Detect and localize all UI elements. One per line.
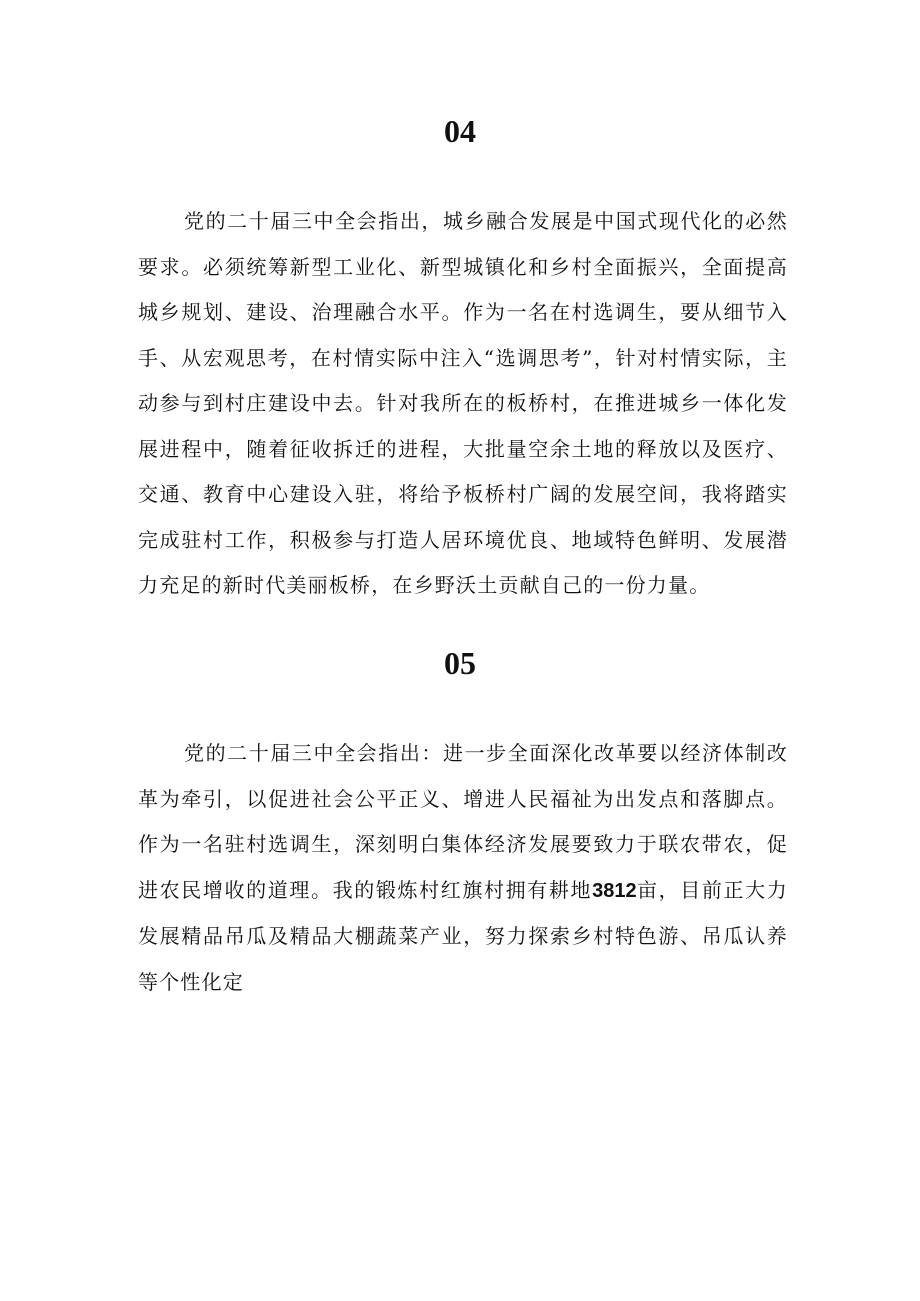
section-paragraph: 党的二十届三中全会指出，城乡融合发展是中国式现代化的必然要求。必须统筹新型工业化、新型城镇化和乡村全面振兴，全面提高城乡规划、建设、治理融合水平。作为一名在村选调生，要从细节入手、从宏观思考，在村情实际中注入“选调思考”，针对村情实际，主动参与到村庄建设中去。针对我所在的板桥村，在推进城乡一体化发展进程中，随着征收拆迁的进程，大批量空余土地的释放以及医疗、交通、教育中心建设入驻，将给予板桥村广阔的发展空间，我将踏实完成驻村工作，积极参与打造人居环境优良、地域特色鲜明、发展潜力充足的新时代美丽板桥，在乡野沃土贡献自己的一份力量。 (138, 209, 788, 597)
section-paragraph (138, 731, 788, 1005)
paragraph-text: 亩，目前正大力发展精品吊瓜及精品大棚蔬菜产业，努力探索乡村特色游、吊瓜认养等个性化定 (138, 877, 788, 994)
paragraph-text: 党的二十届三中全会指出：进一步全面深化改革要以经济体制改革为牵引，以促进社会公平正义、增进人民福祉为出发点和落脚点。作为一名驻村选调生，深刻明白集体经济发展要致力于联农带农，促进农民增收的道理。我的锻炼村红旗村拥有耕地 (138, 741, 788, 902)
section-number: 05 (444, 645, 476, 681)
section-number: 04 (444, 113, 476, 149)
farmland-area-number: 3812 (592, 879, 637, 902)
